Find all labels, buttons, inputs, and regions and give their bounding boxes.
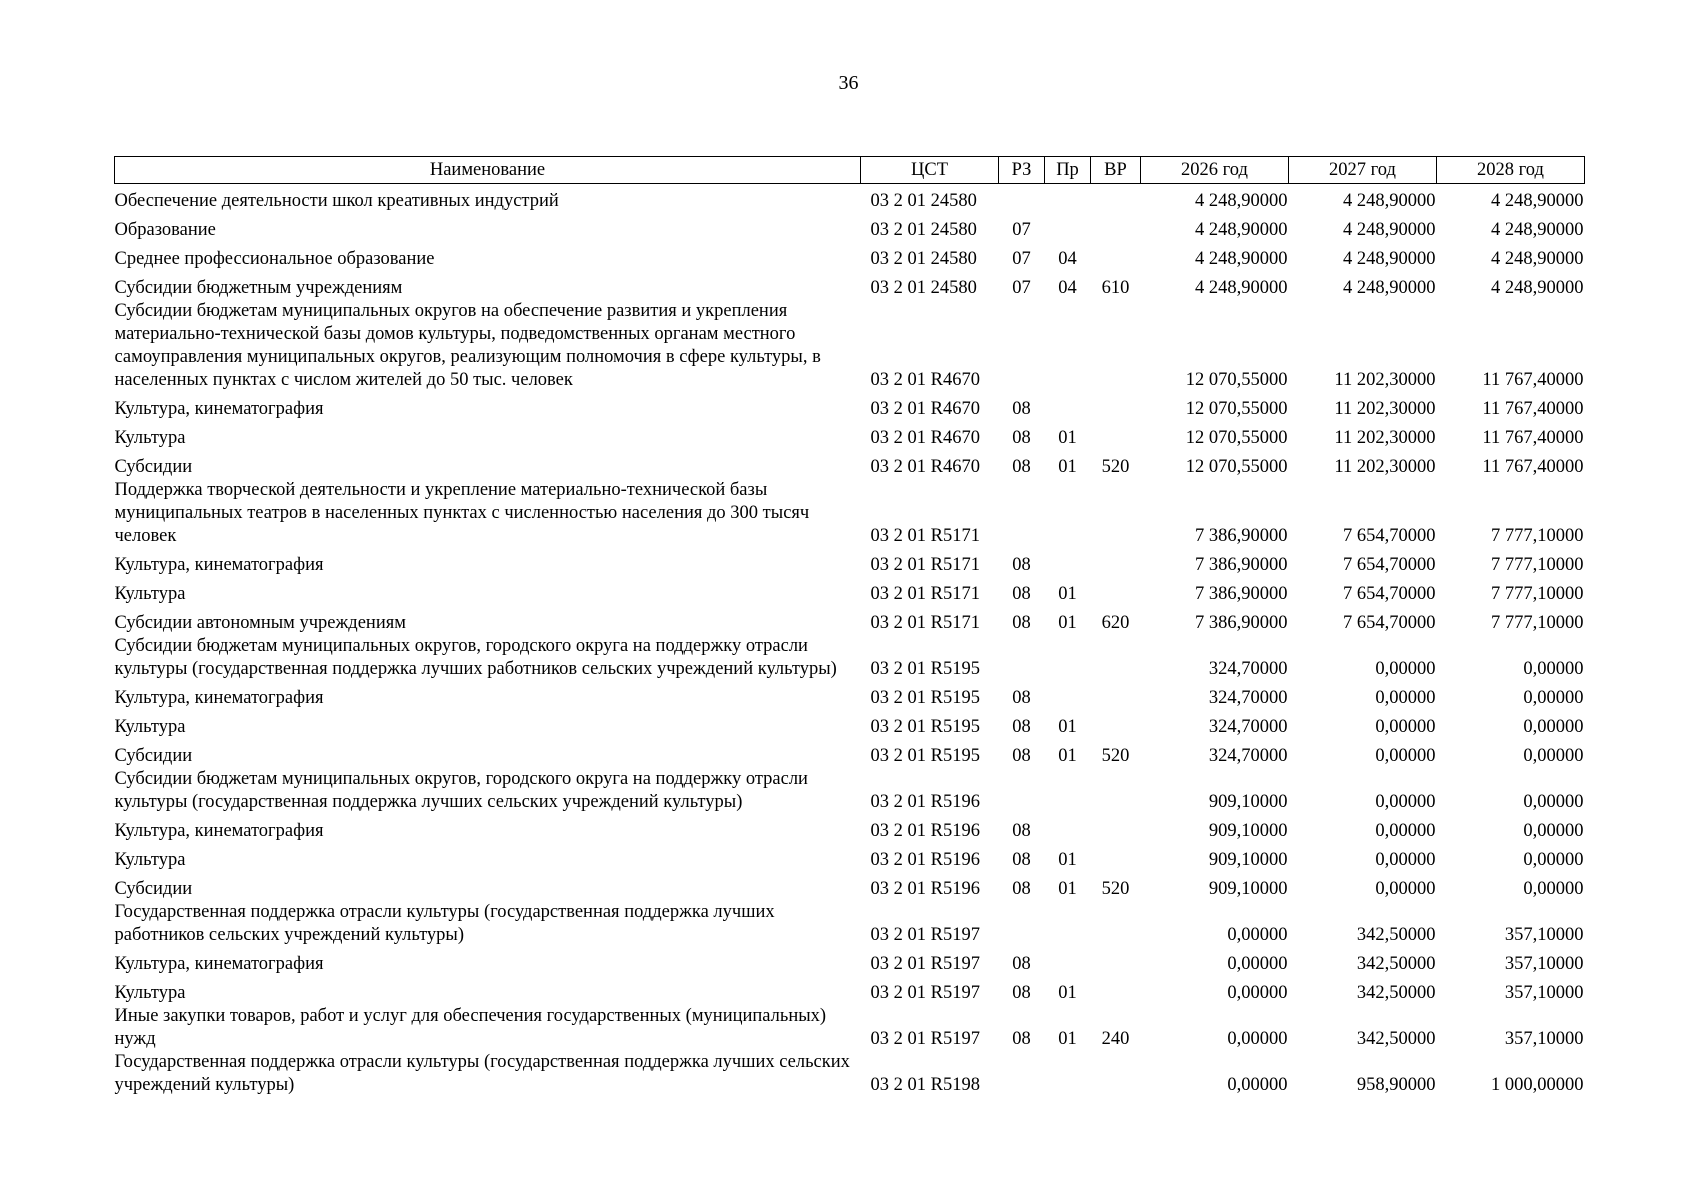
cell-pr: 01 <box>1058 879 1077 899</box>
cell-vr: 520 <box>1101 457 1130 477</box>
cell-2028: 0,00000 <box>1523 821 1584 841</box>
cell-cst: 03 2 01 R5195 <box>870 717 980 737</box>
cell-pr <box>1045 300 1091 392</box>
cell-2028: 357,10000 <box>1504 1029 1584 1049</box>
cell-name: Среднее профессиональное образование <box>114 249 435 269</box>
cell-rz <box>999 1051 1045 1097</box>
cell-rz <box>999 768 1045 814</box>
cell-2028: 357,10000 <box>1504 954 1584 974</box>
table-row <box>115 271 1585 300</box>
cell-2026: 7 386,90000 <box>1195 526 1288 546</box>
cell-2028: 11 767,40000 <box>1482 428 1584 448</box>
cell-name: Культура, кинематография <box>114 821 324 841</box>
cell-2027: 342,50000 <box>1356 1029 1436 1049</box>
cell-pr: 04 <box>1058 278 1077 298</box>
cell-2028: 7 777,10000 <box>1491 526 1584 546</box>
cell-name: Государственная поддержка отрасли культуры (государственная поддержка лучших сельских учреждений культуры) <box>114 1052 850 1095</box>
cell-rz: 08 <box>1012 983 1031 1003</box>
cell-vr <box>1091 681 1141 710</box>
cell-2027: 7 654,70000 <box>1343 555 1436 575</box>
table-header-row <box>115 157 1585 184</box>
cell-2028: 0,00000 <box>1523 850 1584 870</box>
cell-2027: 0,00000 <box>1375 850 1436 870</box>
cell-pr: 01 <box>1058 457 1077 477</box>
cell-rz <box>999 184 1045 214</box>
table-row <box>115 901 1585 947</box>
cell-vr <box>1091 768 1141 814</box>
header-cst: ЦСТ <box>861 157 999 184</box>
cell-rz: 08 <box>1012 1029 1031 1049</box>
cell-vr <box>1091 392 1141 421</box>
table-row <box>115 421 1585 450</box>
cell-2027: 4 248,90000 <box>1343 249 1436 269</box>
cell-rz: 08 <box>1012 399 1031 419</box>
cell-2028: 4 248,90000 <box>1491 278 1584 298</box>
cell-name: Субсидии автономным учреждениям <box>114 613 406 633</box>
cell-2028: 4 248,90000 <box>1491 191 1584 211</box>
cell-2026: 4 248,90000 <box>1195 191 1288 211</box>
cell-2026: 0,00000 <box>1227 925 1288 945</box>
cell-name: Субсидии <box>114 457 193 477</box>
cell-rz: 08 <box>1012 555 1031 575</box>
budget-table <box>114 156 1585 1097</box>
cell-vr <box>1091 843 1141 872</box>
table-row <box>115 184 1585 214</box>
cell-vr <box>1091 1051 1141 1097</box>
page-number: 36 <box>838 72 859 94</box>
cell-rz: 08 <box>1012 879 1031 899</box>
cell-cst: 03 2 01 24580 <box>870 220 977 240</box>
cell-pr <box>1045 635 1091 681</box>
cell-2026: 7 386,90000 <box>1195 555 1288 575</box>
cell-name: Культура <box>114 428 186 448</box>
cell-2027: 0,00000 <box>1375 659 1436 679</box>
cell-cst: 03 2 01 R5195 <box>870 746 980 766</box>
cell-cst: 03 2 01 24580 <box>870 249 977 269</box>
cell-vr <box>1091 814 1141 843</box>
cell-2027: 342,50000 <box>1356 954 1436 974</box>
cell-pr: 04 <box>1058 249 1077 269</box>
cell-2028: 0,00000 <box>1523 746 1584 766</box>
cell-cst: 03 2 01 R5196 <box>870 879 980 899</box>
cell-pr: 01 <box>1058 1029 1077 1049</box>
cell-name: Иные закупки товаров, работ и услуг для обеспечения государственных (муниципальных) нужд <box>114 1006 827 1049</box>
cell-rz: 08 <box>1012 688 1031 708</box>
header-rz: РЗ <box>999 157 1045 184</box>
table-row <box>115 1051 1585 1097</box>
cell-2028: 11 767,40000 <box>1482 399 1584 419</box>
header-2028: 2028 год <box>1437 157 1585 184</box>
cell-name: Культура, кинематография <box>114 399 324 419</box>
cell-2026: 324,70000 <box>1208 659 1288 679</box>
cell-cst: 03 2 01 R5171 <box>870 584 980 604</box>
cell-2026: 324,70000 <box>1208 746 1288 766</box>
cell-pr: 01 <box>1058 584 1077 604</box>
cell-name: Субсидии <box>114 746 193 766</box>
table-row <box>115 242 1585 271</box>
cell-2026: 0,00000 <box>1227 1075 1288 1095</box>
header-pr: Пр <box>1045 157 1091 184</box>
cell-2026: 4 248,90000 <box>1195 220 1288 240</box>
cell-2026: 324,70000 <box>1208 688 1288 708</box>
cell-cst: 03 2 01 24580 <box>870 278 977 298</box>
cell-2027: 0,00000 <box>1375 821 1436 841</box>
table-row <box>115 872 1585 901</box>
cell-2027: 0,00000 <box>1375 717 1436 737</box>
cell-rz: 08 <box>1012 954 1031 974</box>
cell-name: Образование <box>114 220 216 240</box>
cell-2026: 909,10000 <box>1208 879 1288 899</box>
cell-vr <box>1091 213 1141 242</box>
cell-pr: 01 <box>1058 746 1077 766</box>
cell-2028: 4 248,90000 <box>1491 220 1584 240</box>
cell-name: Субсидии бюджетным учреждениям <box>114 278 403 298</box>
cell-pr: 01 <box>1058 717 1077 737</box>
cell-2027: 11 202,30000 <box>1334 370 1436 390</box>
cell-2027: 7 654,70000 <box>1343 613 1436 633</box>
cell-rz: 08 <box>1012 457 1031 477</box>
cell-2028: 7 777,10000 <box>1491 584 1584 604</box>
cell-2028: 357,10000 <box>1504 983 1584 1003</box>
cell-name: Поддержка творческой деятельности и укрепление материально-технической базы муниципальных театров в населенных пунктах с численностью населения до 300 тысяч человек <box>114 480 810 546</box>
cell-rz: 08 <box>1012 428 1031 448</box>
cell-name: Культура <box>114 717 186 737</box>
table-row <box>115 710 1585 739</box>
cell-rz <box>999 635 1045 681</box>
cell-rz: 08 <box>1012 613 1031 633</box>
cell-rz: 07 <box>1012 249 1031 269</box>
cell-2028: 0,00000 <box>1523 879 1584 899</box>
table-body <box>115 184 1585 1098</box>
cell-2026: 324,70000 <box>1208 717 1288 737</box>
cell-cst: 03 2 01 R5198 <box>870 1075 980 1095</box>
cell-pr <box>1045 1051 1091 1097</box>
cell-name: Культура <box>114 983 186 1003</box>
cell-cst: 03 2 01 R5171 <box>870 526 980 546</box>
cell-2026: 909,10000 <box>1208 792 1288 812</box>
cell-rz: 08 <box>1012 821 1031 841</box>
cell-2026: 4 248,90000 <box>1195 249 1288 269</box>
table-row <box>115 947 1585 976</box>
table-row <box>115 1005 1585 1051</box>
cell-2026: 12 070,55000 <box>1185 428 1288 448</box>
table-row <box>115 681 1585 710</box>
table-row <box>115 450 1585 479</box>
cell-vr: 620 <box>1101 613 1130 633</box>
cell-cst: 03 2 01 R4670 <box>870 399 980 419</box>
cell-pr <box>1045 392 1091 421</box>
cell-name: Культура <box>114 850 186 870</box>
cell-pr: 01 <box>1058 613 1077 633</box>
table-row <box>115 479 1585 548</box>
cell-2027: 4 248,90000 <box>1343 278 1436 298</box>
cell-vr <box>1091 479 1141 548</box>
cell-2026: 909,10000 <box>1208 850 1288 870</box>
cell-name: Обеспечение деятельности школ креативных индустрий <box>114 191 559 211</box>
cell-rz: 08 <box>1012 850 1031 870</box>
cell-name: Культура, кинематография <box>114 954 324 974</box>
cell-2026: 0,00000 <box>1227 983 1288 1003</box>
cell-2026: 909,10000 <box>1208 821 1288 841</box>
cell-vr <box>1091 300 1141 392</box>
cell-vr: 520 <box>1101 879 1130 899</box>
cell-name: Субсидии <box>114 879 193 899</box>
cell-name: Культура, кинематография <box>114 555 324 575</box>
cell-2027: 4 248,90000 <box>1343 191 1436 211</box>
cell-vr <box>1091 242 1141 271</box>
cell-2028: 0,00000 <box>1523 717 1584 737</box>
cell-pr <box>1045 548 1091 577</box>
cell-name: Субсидии бюджетам муниципальных округов на обеспечение развития и укрепления материально-технической базы домов культуры, подведомственных органам местного самоуправления муниципальных округов, реализующим полномочия в сфере культуры, в населенных пунктах с числом жителей до 50 тыс. человек <box>114 301 821 390</box>
table-row <box>115 577 1585 606</box>
cell-cst: 03 2 01 R5171 <box>870 613 980 633</box>
cell-2028: 11 767,40000 <box>1482 370 1584 390</box>
cell-cst: 03 2 01 R5171 <box>870 555 980 575</box>
cell-2027: 7 654,70000 <box>1343 526 1436 546</box>
cell-vr: 610 <box>1101 278 1130 298</box>
cell-2028: 0,00000 <box>1523 659 1584 679</box>
cell-pr <box>1045 814 1091 843</box>
table-row <box>115 768 1585 814</box>
cell-pr <box>1045 681 1091 710</box>
cell-2026: 0,00000 <box>1227 1029 1288 1049</box>
cell-2026: 0,00000 <box>1227 954 1288 974</box>
cell-vr <box>1091 901 1141 947</box>
cell-pr <box>1045 184 1091 214</box>
cell-vr <box>1091 710 1141 739</box>
cell-name: Культура, кинематография <box>114 688 324 708</box>
cell-vr: 240 <box>1101 1029 1130 1049</box>
cell-rz: 08 <box>1012 717 1031 737</box>
table-row <box>115 635 1585 681</box>
cell-cst: 03 2 01 R5197 <box>870 954 980 974</box>
cell-2026: 7 386,90000 <box>1195 584 1288 604</box>
cell-pr: 01 <box>1058 983 1077 1003</box>
cell-2026: 7 386,90000 <box>1195 613 1288 633</box>
cell-2026: 12 070,55000 <box>1185 370 1288 390</box>
cell-2027: 0,00000 <box>1375 792 1436 812</box>
cell-cst: 03 2 01 R5195 <box>870 659 980 679</box>
cell-2027: 4 248,90000 <box>1343 220 1436 240</box>
cell-2027: 0,00000 <box>1375 746 1436 766</box>
cell-vr <box>1091 421 1141 450</box>
cell-2026: 12 070,55000 <box>1185 457 1288 477</box>
header-2026: 2026 год <box>1141 157 1289 184</box>
cell-name: Государственная поддержка отрасли культуры (государственная поддержка лучших работников сельских учреждений культуры) <box>114 902 775 945</box>
cell-pr <box>1045 479 1091 548</box>
cell-vr <box>1091 548 1141 577</box>
cell-2028: 0,00000 <box>1523 688 1584 708</box>
header-name: Наименование <box>115 157 861 184</box>
table-row <box>115 814 1585 843</box>
cell-vr <box>1091 947 1141 976</box>
cell-cst: 03 2 01 R4670 <box>870 370 980 390</box>
cell-cst: 03 2 01 R5196 <box>870 792 980 812</box>
cell-name: Субсидии бюджетам муниципальных округов, городского округа на поддержку отрасли культуры (государственная поддержка лучших работников сельских учреждений культуры) <box>114 636 837 679</box>
cell-rz: 08 <box>1012 584 1031 604</box>
cell-pr: 01 <box>1058 428 1077 448</box>
cell-2027: 958,90000 <box>1356 1075 1436 1095</box>
cell-cst: 03 2 01 R5197 <box>870 925 980 945</box>
cell-cst: 03 2 01 R4670 <box>870 428 980 448</box>
cell-pr <box>1045 947 1091 976</box>
cell-2026: 4 248,90000 <box>1195 278 1288 298</box>
cell-rz: 08 <box>1012 746 1031 766</box>
cell-2027: 11 202,30000 <box>1334 428 1436 448</box>
cell-2027: 7 654,70000 <box>1343 584 1436 604</box>
cell-cst: 03 2 01 R5195 <box>870 688 980 708</box>
table-row <box>115 548 1585 577</box>
table-row <box>115 976 1585 1005</box>
cell-vr: 520 <box>1101 746 1130 766</box>
table-row <box>115 213 1585 242</box>
cell-cst: 03 2 01 R5196 <box>870 821 980 841</box>
header-2027: 2027 год <box>1289 157 1437 184</box>
cell-2026: 12 070,55000 <box>1185 399 1288 419</box>
cell-rz <box>999 479 1045 548</box>
table-row <box>115 300 1585 392</box>
cell-name: Субсидии бюджетам муниципальных округов, городского округа на поддержку отрасли культуры (государственная поддержка лучших сельских учреждений культуры) <box>114 769 808 812</box>
cell-2027: 11 202,30000 <box>1334 399 1436 419</box>
cell-pr <box>1045 768 1091 814</box>
cell-rz <box>999 300 1045 392</box>
cell-2027: 342,50000 <box>1356 925 1436 945</box>
cell-cst: 03 2 01 24580 <box>870 191 977 211</box>
cell-rz: 07 <box>1012 278 1031 298</box>
cell-cst: 03 2 01 R5197 <box>870 1029 980 1049</box>
cell-rz <box>999 901 1045 947</box>
cell-vr <box>1091 577 1141 606</box>
cell-2027: 342,50000 <box>1356 983 1436 1003</box>
cell-cst: 03 2 01 R5196 <box>870 850 980 870</box>
cell-cst: 03 2 01 R4670 <box>870 457 980 477</box>
cell-vr <box>1091 976 1141 1005</box>
cell-name: Культура <box>114 584 186 604</box>
cell-2028: 1 000,00000 <box>1491 1075 1584 1095</box>
cell-2028: 0,00000 <box>1523 792 1584 812</box>
cell-2028: 4 248,90000 <box>1491 249 1584 269</box>
cell-pr: 01 <box>1058 850 1077 870</box>
cell-pr <box>1045 213 1091 242</box>
cell-pr <box>1045 901 1091 947</box>
cell-2028: 11 767,40000 <box>1482 457 1584 477</box>
table-row <box>115 843 1585 872</box>
cell-vr <box>1091 184 1141 214</box>
header-vr: ВР <box>1091 157 1141 184</box>
table-row <box>115 606 1585 635</box>
cell-2028: 7 777,10000 <box>1491 613 1584 633</box>
table-row <box>115 739 1585 768</box>
cell-2028: 7 777,10000 <box>1491 555 1584 575</box>
cell-vr <box>1091 635 1141 681</box>
cell-2027: 0,00000 <box>1375 688 1436 708</box>
cell-2028: 357,10000 <box>1504 925 1584 945</box>
cell-rz: 07 <box>1012 220 1031 240</box>
cell-2027: 0,00000 <box>1375 879 1436 899</box>
cell-cst: 03 2 01 R5197 <box>870 983 980 1003</box>
table-row <box>115 392 1585 421</box>
cell-2027: 11 202,30000 <box>1334 457 1436 477</box>
